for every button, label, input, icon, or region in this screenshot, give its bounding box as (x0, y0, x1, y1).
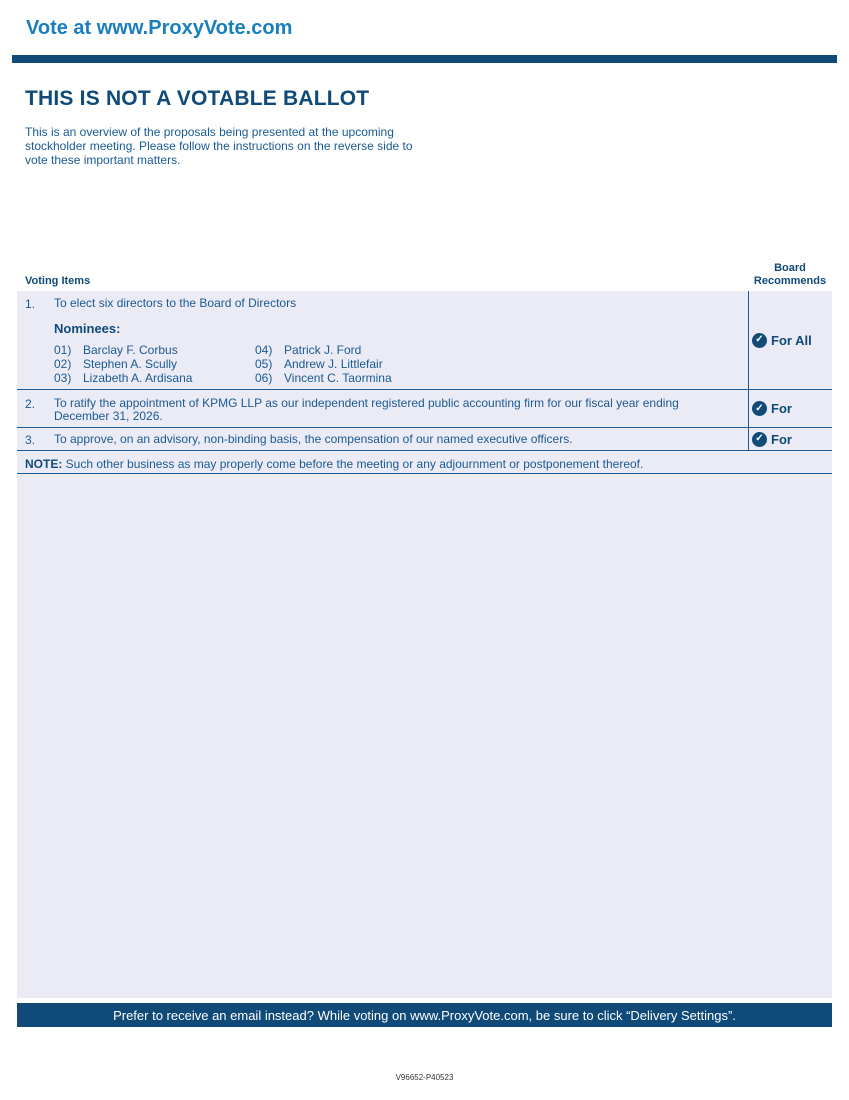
item-text: To approve, on an advisory, non-binding basis, the compensation of our named executive officers. (54, 432, 573, 446)
header-rule (12, 55, 837, 63)
board-recommendation (748, 291, 832, 389)
recommendation-label: For All (771, 332, 812, 348)
page-title: THIS IS NOT A VOTABLE BALLOT (25, 87, 370, 110)
board-recommendation (748, 390, 832, 427)
recommendation-label: For (771, 401, 792, 416)
note-body: Such other business as may properly come before the meeting or any adjournment or postponement thereof. (62, 457, 644, 471)
board-recommends-line2: Recommends (753, 275, 827, 287)
voting-item-1 (17, 291, 832, 390)
nominee-05: 05) Andrew J. Littlefair (255, 357, 383, 371)
item-number: 3. (25, 433, 36, 447)
nominee-02: 02) Stephen A. Scully (54, 357, 178, 371)
voting-item-3 (17, 428, 832, 451)
item-number: 2. (25, 397, 36, 411)
board-recommends-header (748, 262, 832, 288)
note-rule (17, 473, 832, 474)
nominees-label: Nominees: (54, 321, 121, 336)
banner-text: Prefer to receive an email instead? While voting on www.ProxyVote.com, be sure to click “Delivery Settings”. (113, 1007, 736, 1023)
check-circle-icon: ✓ (752, 432, 767, 447)
voting-items-header: Voting Items (25, 275, 91, 287)
nominee-04: 04) Patrick J. Ford (255, 343, 362, 357)
nominee-06: 06) Vincent C. Taormina (255, 371, 392, 385)
voting-item-2 (17, 390, 832, 428)
recommendation-label: For (771, 431, 792, 447)
item-text: To elect six directors to the Board of Directors (54, 296, 297, 310)
item-text-line2: December 31, 2026. (54, 409, 163, 423)
nominee-01: 01) Barclay F. Corbus (54, 343, 178, 357)
check-circle-icon: ✓ (752, 333, 767, 348)
item-number: 1. (25, 297, 36, 311)
email-delivery-banner (17, 1003, 832, 1027)
board-recommends-line1: Board (774, 262, 806, 274)
check-circle-icon: ✓ (752, 401, 767, 416)
document-code: V96652-P40523 (395, 1073, 454, 1082)
item-text-line1: To ratify the appointment of KPMG LLP as our independent registered public accounting firm for our fiscal year ending (54, 396, 679, 410)
nominee-03: 03) Lizabeth A. Ardisana (54, 371, 193, 385)
note-text (25, 457, 643, 471)
proxyvote-link[interactable]: Vote at www.ProxyVote.com (26, 17, 293, 39)
board-recommendation (748, 428, 832, 450)
intro-text: This is an overview of the proposals being presented at the upcoming stockholder meeting. Please follow the instructions on the reverse side to vote these important matters. (25, 125, 413, 167)
note-label: NOTE: (25, 457, 63, 471)
